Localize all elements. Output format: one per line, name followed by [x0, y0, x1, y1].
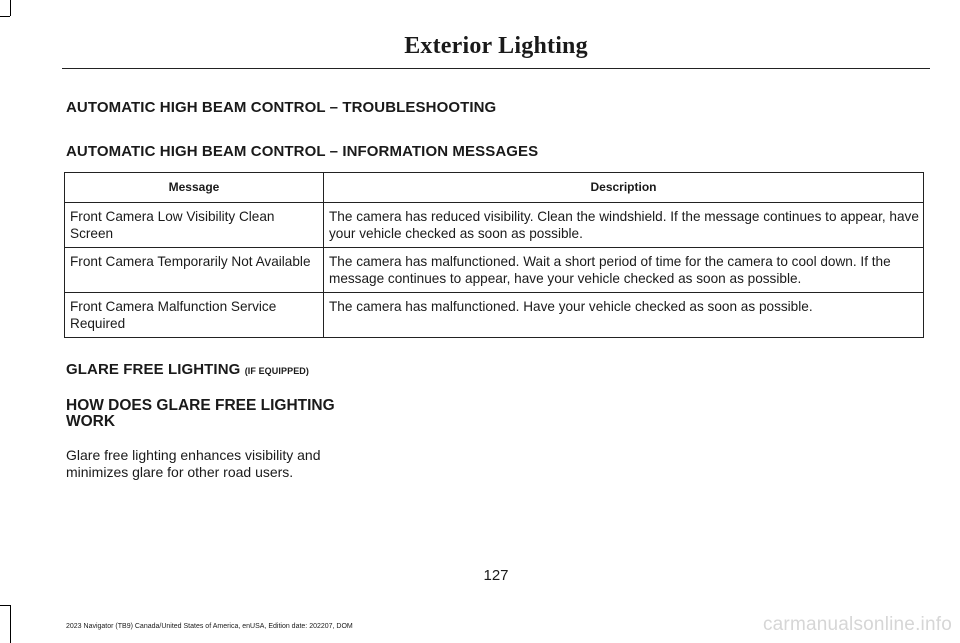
description-cell: The camera has malfunctioned. Have your vehicle checked as soon as possible. — [324, 293, 924, 338]
crop-mark — [10, 605, 11, 643]
glare-free-body: Glare free lighting enhances visibility and minimizes glare for other road users. — [66, 447, 321, 480]
if-equipped-note: (IF EQUIPPED) — [244, 366, 309, 376]
page-header-title: Exterior Lighting — [404, 33, 588, 59]
table-row — [65, 293, 924, 338]
column-header-description: Description — [324, 173, 924, 203]
page-number: 127 — [483, 567, 509, 584]
table-header-row — [65, 173, 924, 203]
footer-edition-info: 2023 Navigator (TB9) Canada/United States of America, enUSA, Edition date: 202207, DOM — [66, 623, 353, 630]
column-header-message: Message — [65, 173, 324, 203]
subsection-title: AUTOMATIC HIGH BEAM CONTROL – INFORMATION MESSAGES — [66, 143, 539, 160]
crop-mark — [10, 0, 11, 16]
watermark: carmanualsonline.info — [762, 614, 952, 635]
table-row — [65, 203, 924, 248]
glare-free-question: HOW DOES GLARE FREE LIGHTING WORK — [66, 397, 335, 430]
message-cell: Front Camera Low Visibility Clean Screen — [65, 203, 324, 248]
crop-mark — [0, 16, 10, 17]
crop-mark — [0, 605, 10, 606]
section-title: AUTOMATIC HIGH BEAM CONTROL – TROUBLESHOOTING — [66, 99, 497, 116]
information-messages-table — [64, 172, 924, 338]
header-divider — [62, 68, 930, 69]
message-cell: Front Camera Temporarily Not Available — [65, 248, 324, 293]
description-cell: The camera has reduced visibility. Clean the windshield. If the message continues to appear, have your vehicle checked as soon as possible. — [324, 203, 924, 248]
message-cell: Front Camera Malfunction Service Required — [65, 293, 324, 338]
glare-free-title — [66, 361, 309, 378]
glare-free-title-text: GLARE FREE LIGHTING — [66, 361, 241, 378]
table-row — [65, 248, 924, 293]
description-cell: The camera has malfunctioned. Wait a short period of time for the camera to cool down. If the message continues to appear, have your vehicle checked as soon as possible. — [324, 248, 924, 293]
